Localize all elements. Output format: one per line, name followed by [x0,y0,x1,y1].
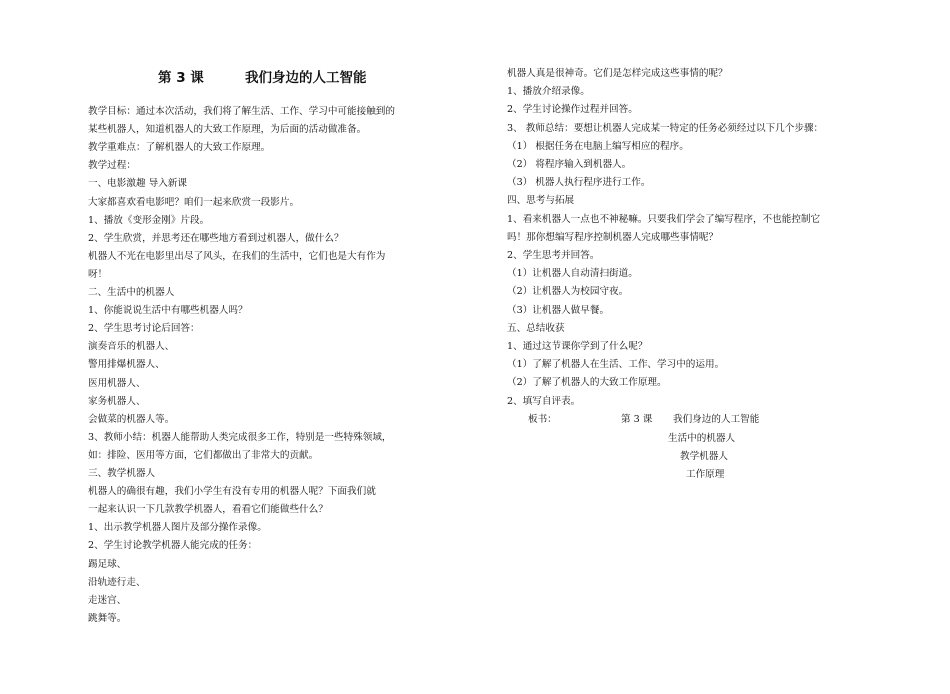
text-line: 吗！那你想编写程序控制机器人完成哪些事情呢？ [507,231,719,243]
text-line: 四、思考与拓展 [507,195,575,207]
text-line: 走迷宫、 [88,594,127,606]
text-line: 教学过程： [88,160,136,172]
text-line: 1、播放《变形金刚》片段。 [88,214,210,226]
board-item: 生活中的机器人 [668,433,736,444]
text-line: 3、教师小结：机器人能帮助人类完成很多工作，特别是一些特殊领域， [88,431,392,443]
text-line: 踢足球、 [88,558,127,570]
text-line: （1） 根据任务在电脑上编写相应的程序。 [507,140,689,152]
text-line: 教学目标：通过本次活动，我们将了解生活、工作、学习中可能接触到的 [88,106,395,117]
board-item: 教学机器人 [680,451,728,462]
text-line: 2、学生讨论教学机器人能完成的任务： [88,540,258,552]
text-line: 2、学生欣赏，并思考还在哪些地方看到过机器人，做什么？ [88,232,344,244]
text-line: 2、学生思考并回答。 [507,250,600,261]
text-line: 演奏音乐的机器人、 [88,341,175,353]
text-line: 二、生活中的机器人 [88,287,175,298]
board-lesson: 第 3 课 [621,414,653,425]
text-line: 机器人真是很神奇。它们是怎样完成这些事情的呢？ [507,68,728,79]
text-line: （3） 机器人执行程序进行工作。 [507,177,651,189]
text-line: （3）让机器人做早餐。 [507,304,610,316]
text-line: （1）了解了机器人在生活、工作、学习中的运用。 [507,359,725,371]
text-line: 1、看来机器人一点也不神秘嘛。只要我们学会了编写程序，不也能控制它 [507,213,821,225]
board-title: 我们身边的人工智能 [673,414,760,425]
text-line: 1、播放介绍录像。 [507,86,590,98]
text-line: 一起来认识一下几款教学机器人，看看它们能做些什么？ [88,504,328,516]
text-line: 大家都喜欢看电影吧？咱们一起来欣赏一段影片。 [88,196,300,208]
text-line: 3、 教师总结：要想让机器人完成某一特定的任务必须经过以下几个步骤： [507,122,824,134]
text-line: 警用排爆机器人、 [88,359,165,371]
text-line: 1、通过这节课你学到了什么呢？ [507,341,648,352]
text-line: 五、总结收获 [507,322,565,334]
lesson-number: 第 3 课 [158,70,204,86]
page-title: 我们身边的人工智能 [245,70,367,86]
text-line: 2、学生思考讨论后回答： [88,323,200,335]
text-line: 医用机器人、 [88,377,146,389]
text-line: 会做菜的机器人等。 [88,413,175,425]
text-line: 1、出示教学机器人图片及部分操作录像。 [88,522,267,534]
text-line: 三、教学机器人 [88,468,156,479]
text-line: 沿轨迹行走、 [88,576,146,588]
text-line: 教学重难点：了解机器人的大致工作原理。 [88,142,271,154]
text-line: 1、你能说说生活中有哪些机器人吗？ [88,305,248,317]
text-line: （2）让机器人为校园守夜。 [507,286,629,298]
text-line: 呀！ [88,268,108,280]
text-line: （1）让机器人自动清扫街道。 [507,268,638,280]
text-line: 2、学生讨论操作过程并回答。 [507,104,638,116]
board-label: 板书： [528,414,557,425]
text-line: 跳舞等。 [88,612,127,624]
text-line: 2、填写自评表。 [507,395,581,407]
text-line: 机器人不光在电影里出尽了风头，在我们的生活中，它们也是大有作为 [88,250,386,262]
text-line: 家务机器人、 [88,395,146,407]
board-item: 工作原理 [686,469,725,480]
text-line: （2）了解了机器人的大致工作原理。 [507,377,667,389]
text-line: 如：排险、医用等方面，它们都做出了非常大的贡献。 [88,449,319,461]
text-line: 一、电影激趣 导入新课 [88,178,187,190]
text-line: 某些机器人，知道机器人的大致工作原理，为后面的活动做准备。 [88,124,367,136]
text-line: 机器人的确很有趣，我们小学生有没有专用的机器人呢？下面我们就 [88,486,376,498]
text-line: （2） 将程序输入到机器人。 [507,159,632,170]
